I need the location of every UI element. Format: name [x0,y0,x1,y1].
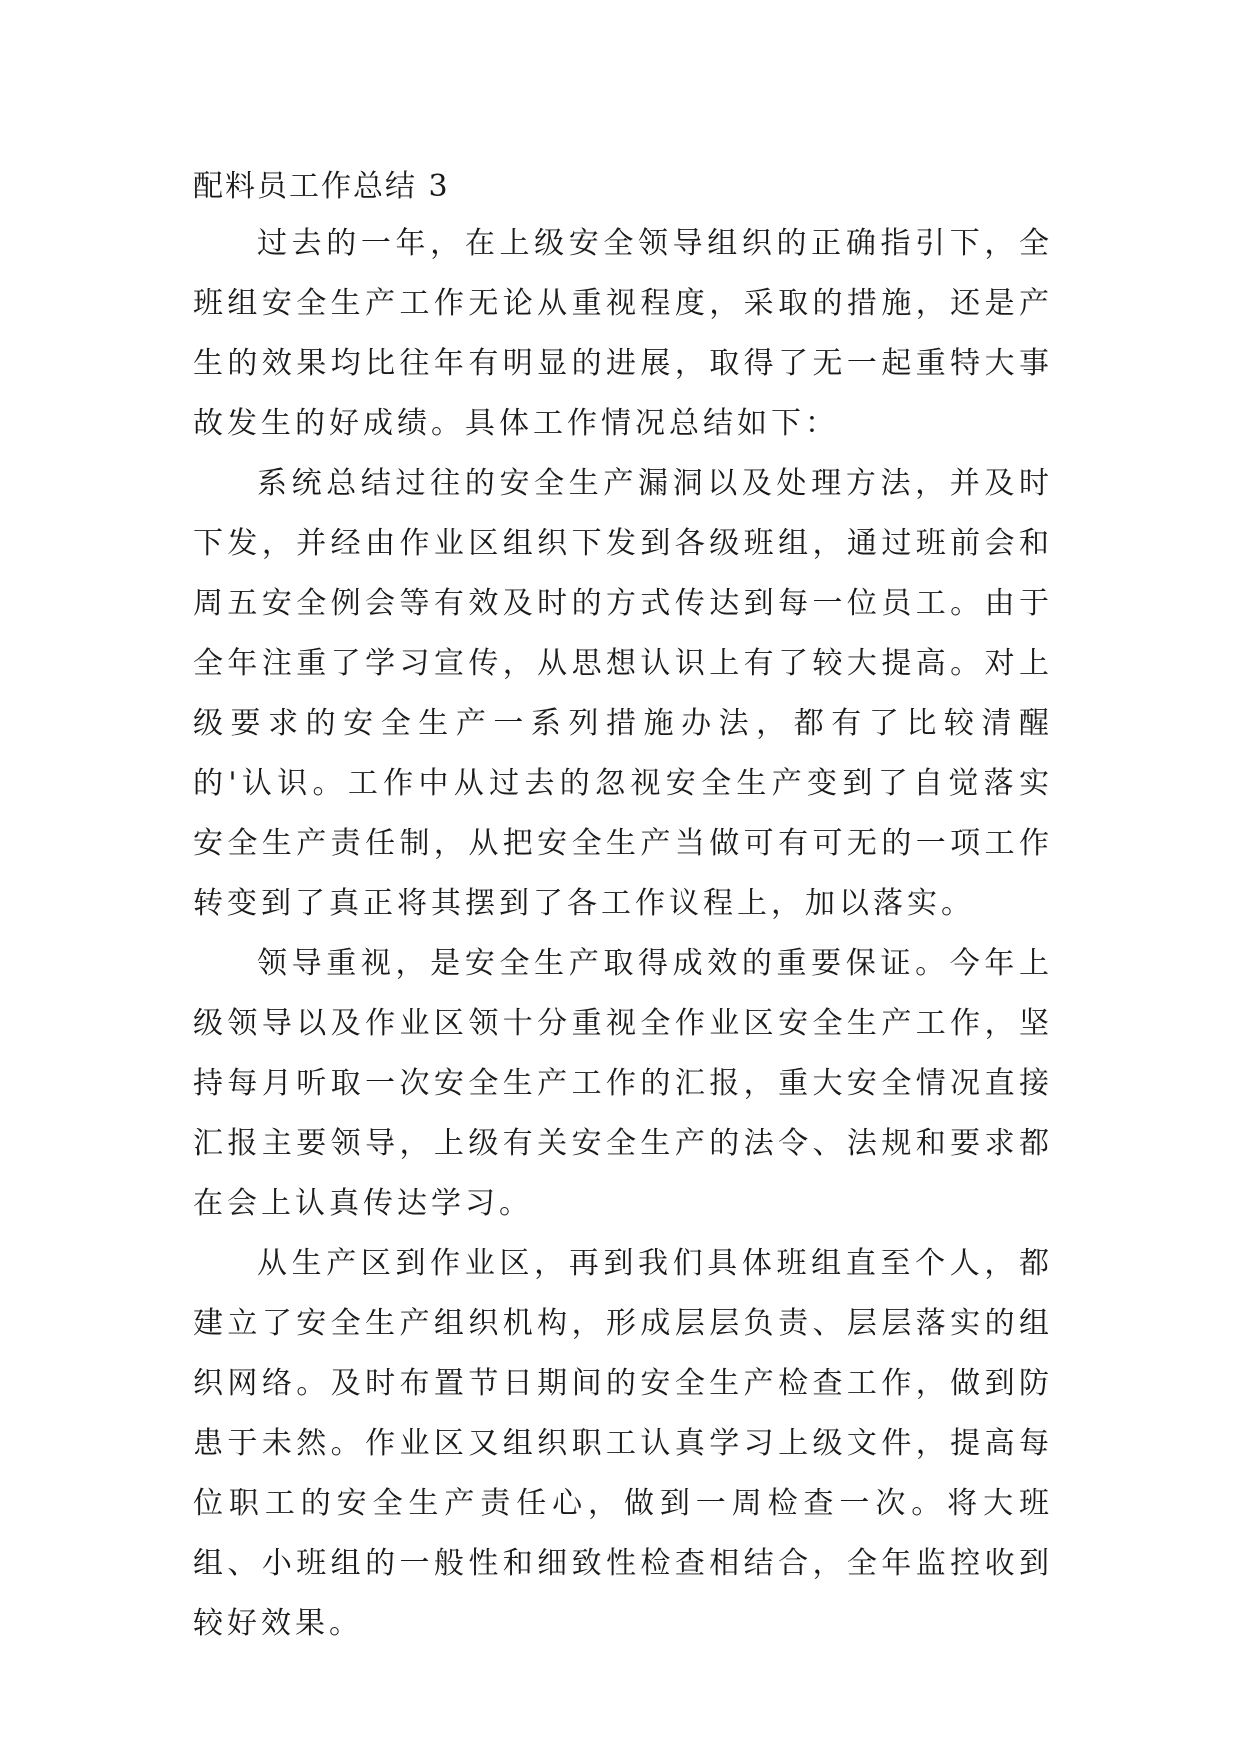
paragraph-1: 过去的一年，在上级安全领导组织的正确指引下，全班组安全生产工作无论从重视程度，采取的措施，还是产生的效果均比往年有明显的进展，取得了无一起重特大事故发生的好成绩。具体工作情况总结如下： [193,226,1053,441]
paragraph-3: 领导重视，是安全生产取得成效的重要保证。今年上级领导以及作业区领十分重视全作业区安全生产工作，坚持每月听取一次安全生产工作的汇报，重大安全情况直接汇报主要领导，上级有关安全生产的法令、法规和要求都在会上认真传达学习。 [193,946,1053,1221]
document-title: 配料员工作总结 3 [193,169,450,204]
document-page [193,160,1053,1654]
paragraph-2: 系统总结过往的安全生产漏洞以及处理方法，并及时下发，并经由作业区组织下发到各级班组，通过班前会和周五安全例会等有效及时的方式传达到每一位员工。由于全年注重了学习宣传，从思想认识上有了较大提高。对上级要求的安全生产一系列措施办法，都有了比较清醒的'认识。工作中从过去的忽视安全生产变到了自觉落实安全生产责任制，从把安全生产当做可有可无的一项工作转变到了真正将其摆到了各工作议程上，加以落实。 [193,466,1053,921]
paragraph-4: 从生产区到作业区，再到我们具体班组直至个人，都建立了安全生产组织机构，形成层层负责、层层落实的组织网络。及时布置节日期间的安全生产检查工作，做到防患于未然。作业区又组织职工认真学习上级文件，提高每位职工的安全生产责任心，做到一周检查一次。将大班组、小班组的一般性和细致性检查相结合，全年监控收到较好效果。 [193,1246,1053,1641]
